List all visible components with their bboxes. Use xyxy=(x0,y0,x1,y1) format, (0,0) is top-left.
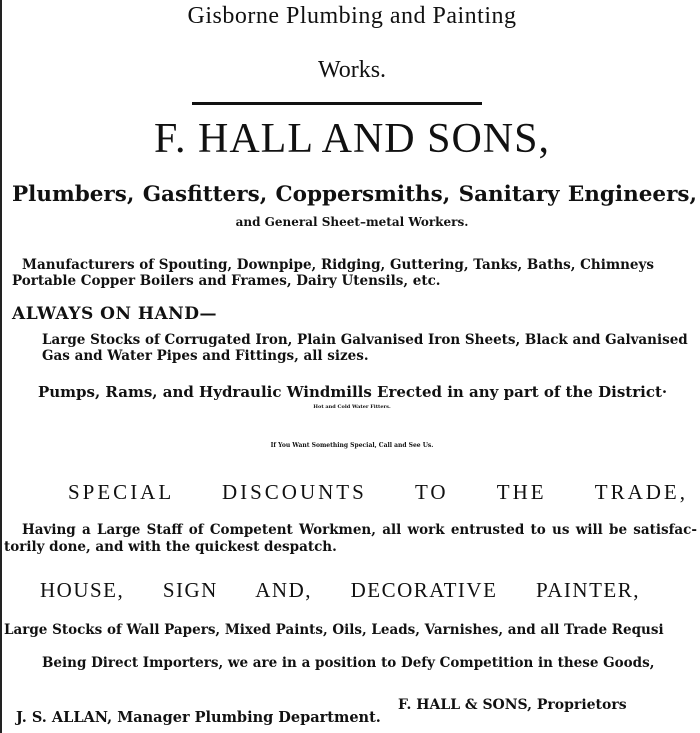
painter-heading: HOUSE, SIGN AND, DECORATIVE PAINTER, xyxy=(40,578,640,602)
ad-title-line-1: Gisborne Plumbing and Painting xyxy=(187,3,517,29)
manufacturers-line-2: Portable Copper Boilers and Frames, Dairy Utensils, etc. xyxy=(12,273,441,289)
stock-line-1: Large Stocks of Corrugated Iron, Plain Galvanised Iron Sheets, Black and Galvanised xyxy=(42,332,688,348)
trades-line-2: and General Sheet–metal Workers. xyxy=(235,215,469,229)
stock-line-2: Gas and Water Pipes and Fittings, all sizes. xyxy=(42,348,369,364)
staff-line-2: torily done, and with the quickest despatch. xyxy=(4,539,337,555)
trades-line-1: Plumbers, Gasfitters, Coppersmiths, Sanitary Engineers, xyxy=(12,182,697,207)
direct-importers-line: Being Direct Importers, we are in a position to Defy Competition in these Goods, xyxy=(42,655,655,671)
pumps-line-1: Pumps, Rams, and Hydraulic Windmills Erected in any part of the District· xyxy=(38,383,668,401)
always-on-hand-heading: ALWAYS ON HAND— xyxy=(12,304,217,324)
pumps-line-2: Hot and Cold Water Fitters. xyxy=(313,404,391,410)
manufacturers-line-1: Manufacturers of Spouting, Downpipe, Ridging, Guttering, Tanks, Baths, Chimneys xyxy=(22,257,654,273)
firm-name: F. HALL AND SONS, xyxy=(154,116,550,162)
proprietors-signature: F. HALL & SONS, Proprietors xyxy=(398,697,627,713)
ad-title-line-2: Works. xyxy=(317,57,387,83)
title-divider xyxy=(192,102,482,105)
special-discounts-heading: SPECIAL DISCOUNTS TO THE TRADE, xyxy=(68,480,688,504)
staff-line-1: Having a Large Staff of Competent Workmen, all work entrusted to us will be satisfac- xyxy=(22,522,697,538)
wall-papers-line: Large Stocks of Wall Papers, Mixed Paints, Oils, Leads, Varnishes, and all Trade Requsi xyxy=(4,622,664,638)
call-and-see-line: If You Want Something Special, Call and See Us. xyxy=(270,442,434,449)
manager-signature: J. S. ALLAN, Manager Plumbing Department. xyxy=(16,709,381,726)
